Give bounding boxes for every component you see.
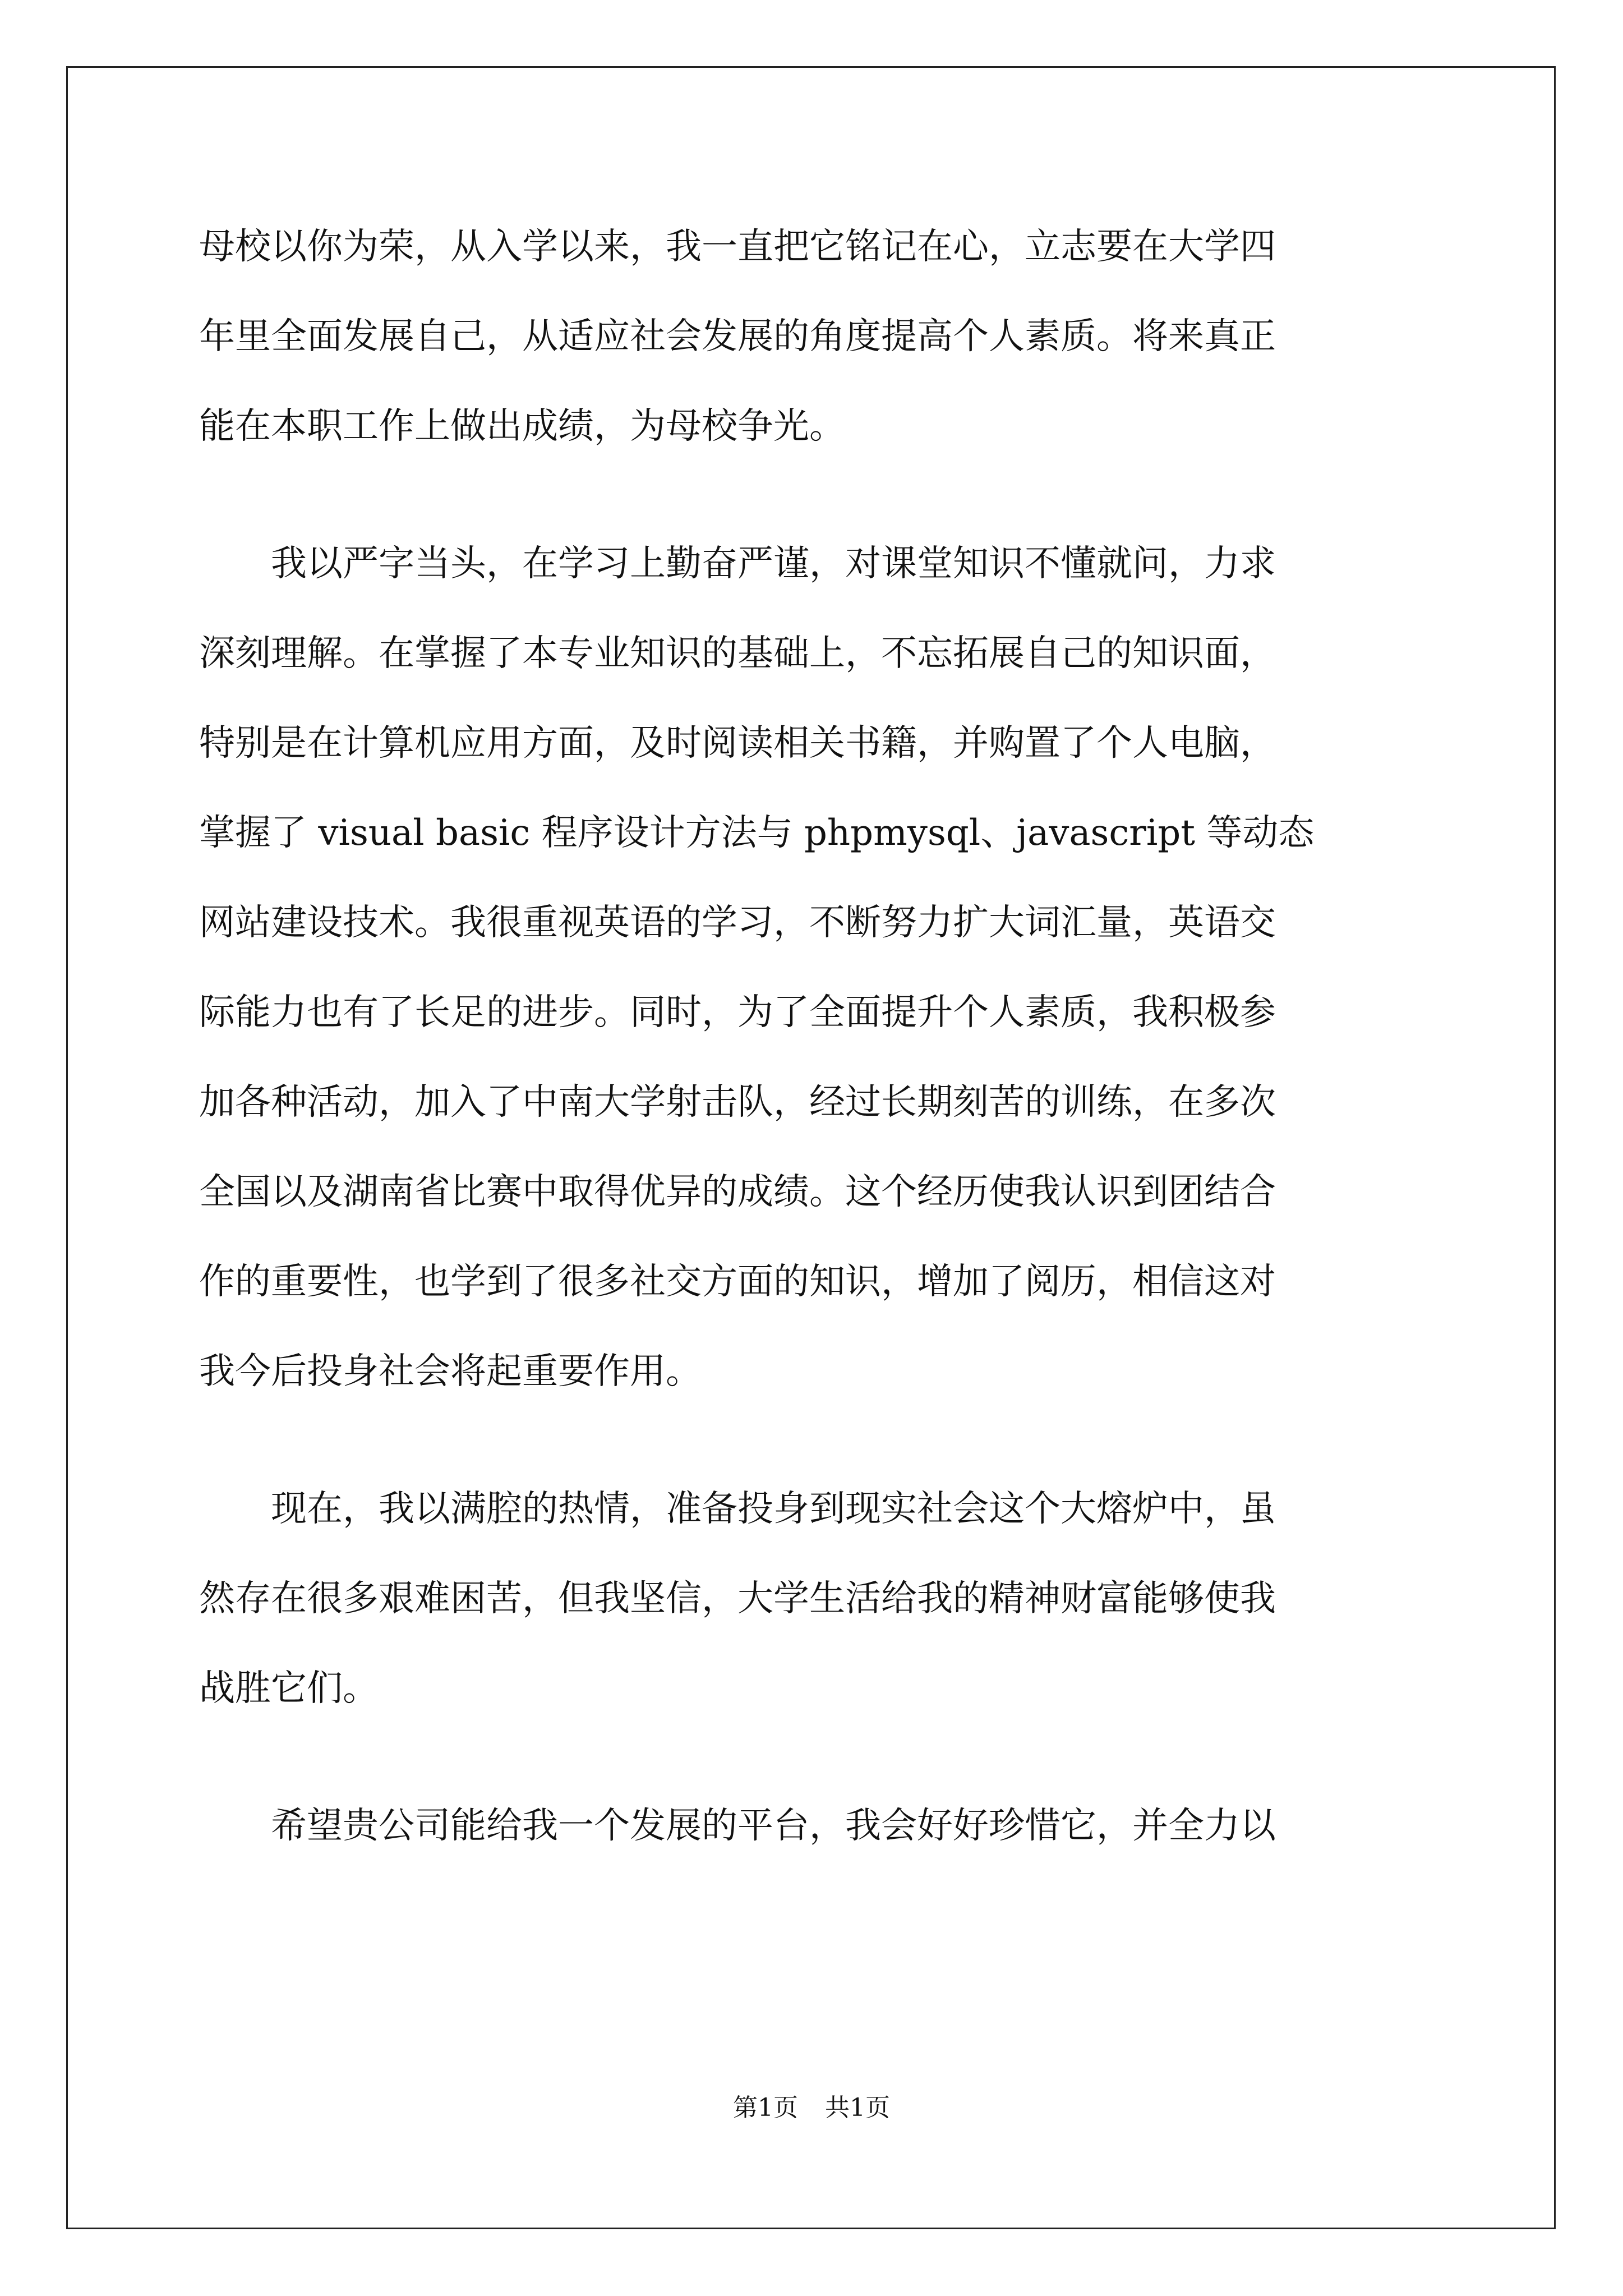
text-line: 母校以你为荣，从入学以来，我一直把它铭记在心，立志要在大学四	[199, 226, 1276, 268]
text-line: 全国以及湖南省比赛中取得优异的成绩。这个经历使我认识到团结合	[199, 1171, 1276, 1213]
text-line: 然存在很多艰难困苦，但我坚信，大学生活给我的精神财富能够使我	[199, 1578, 1276, 1619]
page-total: 共1页	[825, 2093, 890, 2122]
text-line: 深刻理解。在掌握了本专业知识的基础上，不忘拓展自己的知识面，	[199, 633, 1276, 674]
text-line: 特别是在计算机应用方面，及时阅读相关书籍，并购置了个人电脑，	[199, 723, 1276, 764]
text-line: 年里全面发展自己，从适应社会发展的角度提高个人素质。将来真正	[199, 316, 1276, 357]
text-line: 战胜它们。	[199, 1668, 379, 1709]
page-border	[66, 66, 1556, 2229]
text-line: 希望贵公司能给我一个发展的平台，我会好好珍惜它，并全力以	[199, 1805, 1276, 1847]
page-number: 第1页	[733, 2093, 798, 2122]
text-line: 加各种活动，加入了中南大学射击队，经过长期刻苦的训练，在多次	[199, 1082, 1276, 1123]
text-line: 能在本职工作上做出成绩，为母校争光。	[199, 406, 845, 447]
text-line: 网站建设技术。我很重视英语的学习，不断努力扩大词汇量，英语交	[199, 902, 1276, 944]
text-line: 我今后投身社会将起重要作用。	[199, 1351, 702, 1392]
text-line: 我以严字当头，在学习上勤奋严谨，对课堂知识不懂就问，力求	[199, 543, 1276, 585]
text-line: 作的重要性，也学到了很多社交方面的知识，增加了阅历，相信这对	[199, 1261, 1276, 1303]
page-footer	[0, 2092, 1623, 2124]
text-line: 际能力也有了长足的进步。同时，为了全面提升个人素质，我积极参	[199, 992, 1276, 1033]
text-line: 掌握了 visual basic 程序设计方法与 phpmysql、javascript 等动态	[199, 812, 1315, 854]
text-line: 现在，我以满腔的热情，准备投身到现实社会这个大熔炉中，虽	[199, 1488, 1276, 1530]
